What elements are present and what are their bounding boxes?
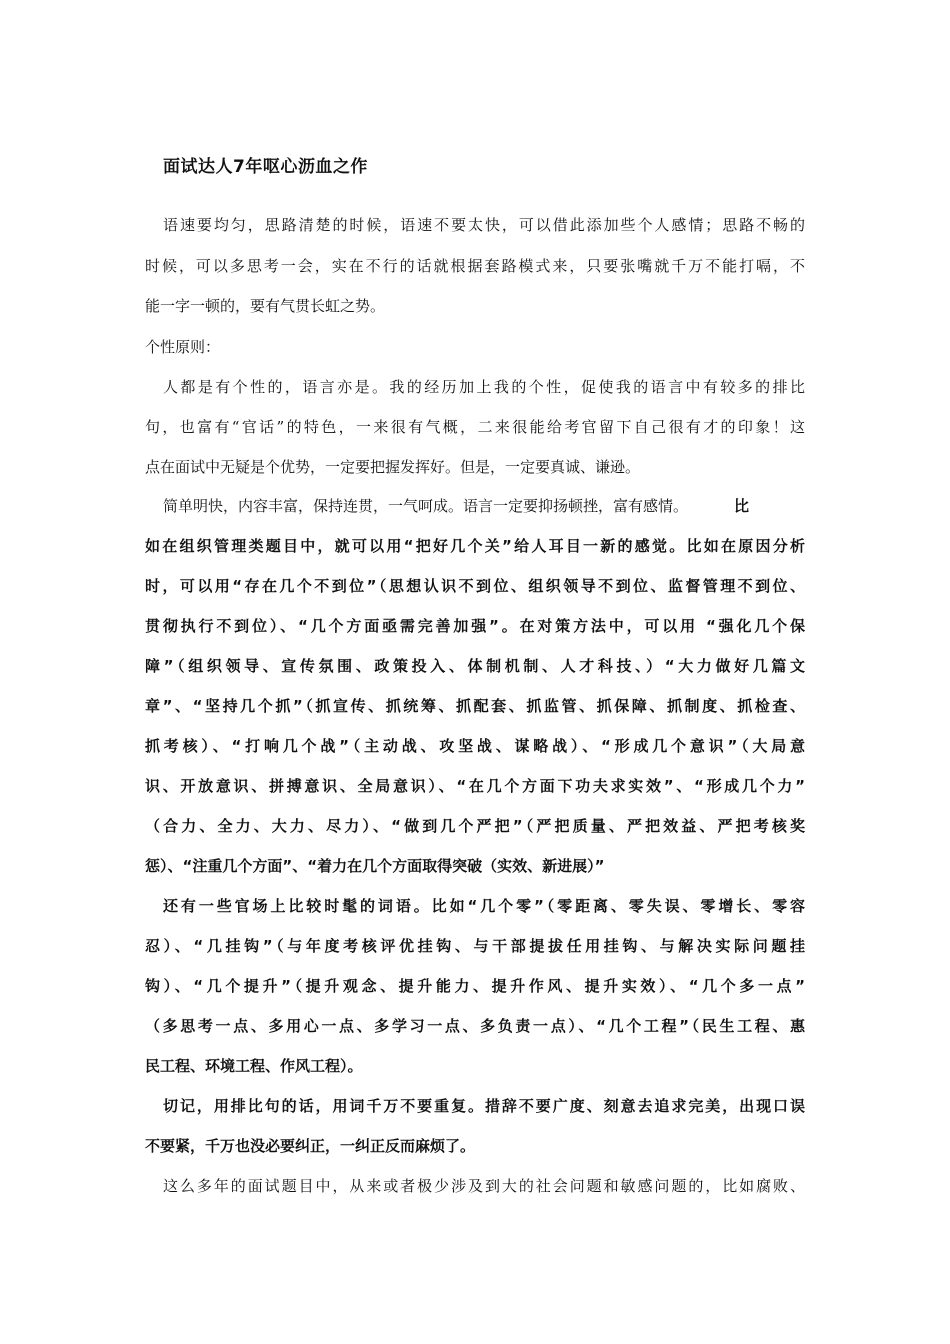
bold-paragraph-line: （合力、全力、大力、尽力）、“做到几个严把”（严把质量、严把效益、严把考核奖 (145, 817, 805, 835)
bold-paragraph-line: 抓考核）、“打响几个战”（主动战、攻坚战、谋略战）、“形成几个意识”（大局意 (145, 737, 805, 755)
bold-paragraph-line: 章”、“坚持几个抓”（抓宣传、抓统筹、抓配套、抓监管、抓保障、抓制度、抓检查、 (145, 697, 805, 715)
bold-paragraph-line: 切记，用排比句的话，用词千万不要重复。措辞不要广度、刻意去追求完美，出现口误 (163, 1097, 805, 1115)
bold-paragraph-line: 贯彻执行不到位）、“几个方面亟需完善加强”。在对策方法中，可以用 “强化几个保 (145, 617, 805, 635)
bold-paragraph-line: 忍）、“几挂钩”（与年度考核评优挂钩、与干部提拔任用挂钩、与解决实际问题挂 (145, 937, 805, 955)
bold-paragraph-line: 障”（组织领导、宣传氛围、政策投入、体制机制、人才科技、）“大力做好几篇文 (145, 657, 805, 675)
section-heading: 个性原则： (145, 338, 221, 356)
bold-paragraph-line: 还有一些官场上比较时髦的词语。比如“几个零”（零距离、零失误、零增长、零容 (163, 897, 805, 915)
paragraph-bold-text: 比 (734, 497, 750, 515)
bold-paragraph-line: （多思考一点、多用心一点、多学习一点、多负责一点）、“几个工程”（民生工程、惠 (145, 1017, 805, 1035)
paragraph-text: 简单明快，内容丰富，保持连贯，一气呵成。语言一定要抑扬顿挫，富有感情。 (163, 497, 689, 515)
bold-paragraph-line: 惩）、“注重几个方面”、“着力在几个方面取得突破（实效、新进展）” (145, 857, 605, 875)
bold-paragraph-line: 识、开放意识、拼搏意识、全局意识）、“在几个方面下功夫求实效”、“形成几个力” (145, 777, 805, 795)
paragraph-line: 人都是有个性的，语言亦是。我的经历加上我的个性，促使我的语言中有较多的排比 (163, 378, 805, 396)
paragraph-line: 这么多年的面试题目中，从来或者极少涉及到大的社会问题和敏感问题的，比如腐败、 (163, 1177, 805, 1195)
paragraph-line: 时候，可以多思考一会，实在不行的话就根据套路模式来，只要张嘴就千万不能打嗝，不 (145, 257, 805, 275)
paragraph-line: 能一字一顿的，要有气贯长虹之势。 (145, 297, 386, 315)
bold-paragraph-line: 如在组织管理类题目中，就可以用“把好几个关”给人耳目一新的感觉。比如在原因分析 (145, 537, 805, 555)
bold-paragraph-line: 民工程、环境工程、作风工程）。 (145, 1057, 363, 1075)
document-title: 面试达人7年呕心沥血之作 (163, 157, 368, 177)
bold-paragraph-line: 不要紧，千万也没必要纠正，一纠正反而麻烦了。 (145, 1137, 476, 1155)
paragraph-line: 语速要均匀，思路清楚的时候，语速不要太快，可以借此添加些个人感情；思路不畅的 (163, 216, 805, 234)
bold-paragraph-line: 时，可以用“存在几个不到位”（思想认识不到位、组织领导不到位、监督管理不到位、 (145, 577, 805, 595)
paragraph-line: 点在面试中无疑是个优势，一定要把握发挥好。但是，一定要真诚、谦逊。 (145, 458, 641, 476)
paragraph-line (145, 496, 805, 516)
paragraph-line: 句，也富有“官话”的特色，一来很有气概，二来很能给考官留下自己很有才的印象！这 (145, 418, 805, 436)
bold-paragraph-line: 钩）、“几个提升”（提升观念、提升能力、提升作风、提升实效）、“几个多一点” (145, 977, 805, 995)
